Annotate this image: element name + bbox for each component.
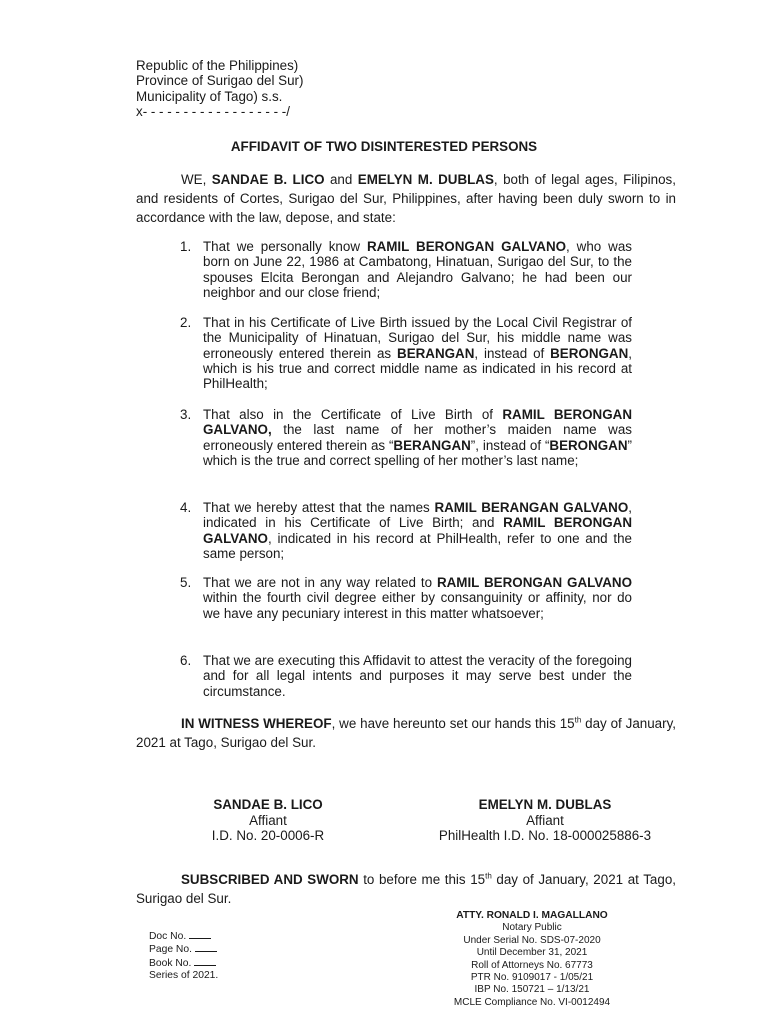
venue-header xyxy=(136,58,496,119)
notary-line: Roll of Attorneys No. 67773 xyxy=(471,959,593,971)
item-text-part: within the fourth civil degree either by consanguinity or affinity, nor do we have any pecuniary interest in this matter whatsoever; xyxy=(203,590,632,621)
item-text xyxy=(203,500,632,561)
notary-line: Notary Public xyxy=(502,922,562,934)
item-text xyxy=(203,407,632,468)
notary-line: Under Serial No. SDS-07-2020 xyxy=(463,934,601,946)
venue-line-province: Province of Surigao del Sur) xyxy=(136,73,304,89)
item-text-part: , instead of xyxy=(474,345,551,361)
item-text-part: the last name of her mother’s maiden name was erroneously entered therein as “ xyxy=(203,422,632,453)
notary-line: Until December 31, 2021 xyxy=(476,947,588,959)
item-text: That we are executing this Affidavit to attest the veracity of the foregoing and for all legal intents and purposes it may serve best under the circumstance. xyxy=(203,653,632,699)
jurat-bold: SUBSCRIBED AND SWORN xyxy=(181,872,359,887)
item-number: 4. xyxy=(180,500,192,515)
item-bold-name: BERANGAN xyxy=(397,345,475,361)
venue-line-republic: Republic of the Philippines) xyxy=(136,58,299,73)
item-text xyxy=(203,315,632,391)
notary-line: MCLE Compliance No. VI-0012494 xyxy=(453,996,611,1008)
item-bold-name: RAMIL BERONGAN GALVANO xyxy=(366,239,567,254)
item-text-part: ” which is the true and correct spelling of her mother’s last name; xyxy=(203,437,632,468)
venue-line-separator: x- - - - - - - - - - - - - - - - - -/ xyxy=(136,103,290,119)
notary-block xyxy=(420,910,644,1009)
affiant-1-name: SANDAE B. LICO xyxy=(211,172,325,187)
item-bold-name: RAMIL BERONGAN GALVANO xyxy=(203,515,632,546)
signatory-block xyxy=(168,797,368,844)
intro-and: and xyxy=(324,172,358,187)
signatory-name: SANDAE B. LICO xyxy=(213,797,323,812)
doc-no-label: Doc No. xyxy=(149,931,187,942)
page-no-blank xyxy=(195,943,217,952)
venue-line-municipality: Municipality of Tago) s.s. xyxy=(136,88,283,104)
item-bold-name: RAMIL BERONGAN GALVANO xyxy=(436,575,632,590)
witness-text: day of January, 2021 at Tago, Surigao del Sur. xyxy=(136,716,676,750)
item-number: 3. xyxy=(180,407,192,422)
page-no-label: Page No. xyxy=(149,944,192,956)
item-number: 2. xyxy=(180,315,192,330)
item-number: 5. xyxy=(180,575,192,590)
item-text xyxy=(203,239,632,300)
item-text-part: , which is his true and correct middle name as indicated in his record at PhilHealth; xyxy=(203,345,632,392)
item-text-part: , indicated in his record at PhilHealth, refer to one and the same person; xyxy=(203,530,632,561)
item-bold-name: BERONGAN xyxy=(550,345,629,361)
jurat-sup: th xyxy=(485,871,492,881)
document-title: AFFIDAVIT OF TWO DISINTERESTED PERSONS xyxy=(230,139,538,154)
item-text-part: That also in the Certificate of Live Birth of xyxy=(203,407,503,422)
notarial-register xyxy=(149,930,218,983)
jurat-text: day of January, 2021 at Tago, Surigao del Sur. xyxy=(136,872,676,906)
item-text-part: ”, instead of “ xyxy=(470,437,550,453)
series-label: Series of 2021. xyxy=(149,970,219,982)
signatory-id: I.D. No. 20-0006-R xyxy=(211,828,325,843)
notary-name: ATTY. RONALD I. MAGALLANO xyxy=(456,910,608,921)
signatory-role: Affiant xyxy=(249,812,287,828)
book-no-label: Book No. xyxy=(149,957,192,969)
signatory-id: PhilHealth I.D. No. 18-000025886-3 xyxy=(438,828,652,843)
item-text xyxy=(203,575,632,621)
item-text-part: That we hereby attest that the names xyxy=(203,500,435,515)
signatory-name: EMELYN M. DUBLAS xyxy=(478,797,612,812)
item-number: 1. xyxy=(180,239,192,254)
witness-sup: th xyxy=(574,715,582,725)
item-bold-name: BERANGAN xyxy=(393,437,471,453)
intro-we: WE, xyxy=(181,172,212,187)
item-text-part: That in his Certificate of Live Birth issued by the Local Civil Registrar of the Municipality of Hinatuan, Surigao del Sur, his middle name was erroneously entered therein as xyxy=(203,315,632,361)
notary-line: IBP No. 150721 – 1/13/21 xyxy=(474,984,590,996)
item-text-part: , indicated in his Certificate of Live Birth; and xyxy=(203,500,632,531)
signatory-block xyxy=(415,797,675,844)
affiant-2-name: EMELYN M. DUBLAS xyxy=(357,172,494,187)
witness-text: , we have hereunto set our hands this 15 xyxy=(331,716,575,731)
item-text-part: , who was born on June 22, 1986 at Cambatong, Hinatuan, Surigao del Sur, to the spouses Elcita Berongan and Alejandro Galvano; he had been our neighbor and our close friend; xyxy=(203,239,632,300)
jurat-paragraph xyxy=(136,870,676,908)
intro-paragraph xyxy=(136,170,676,227)
signatory-role: Affiant xyxy=(526,812,564,828)
notary-line: PTR No. 9109017 - 1/05/21 xyxy=(470,972,594,984)
item-bold-name: BERONGAN xyxy=(549,437,628,453)
book-no-blank xyxy=(194,957,216,966)
jurat-text: to before me this 15 xyxy=(358,872,486,887)
intro-rest: , both of legal ages, Filipinos, and residents of Cortes, Surigao del Sur, Philippines, after having been duly sworn to in accordance with the law, depose, and state: xyxy=(136,172,676,225)
witness-paragraph xyxy=(136,714,676,752)
witness-bold: IN WITNESS WHEREOF xyxy=(181,716,332,731)
item-bold-name: RAMIL BERONGAN GALVANO, xyxy=(203,407,632,438)
item-bold-name: RAMIL BERANGAN GALVANO xyxy=(434,500,629,515)
item-number: 6. xyxy=(180,653,192,668)
doc-no-blank xyxy=(189,930,211,939)
item-text-part: That we are not in any way related to xyxy=(203,575,437,590)
item-text-part: That we personally know xyxy=(203,239,367,254)
